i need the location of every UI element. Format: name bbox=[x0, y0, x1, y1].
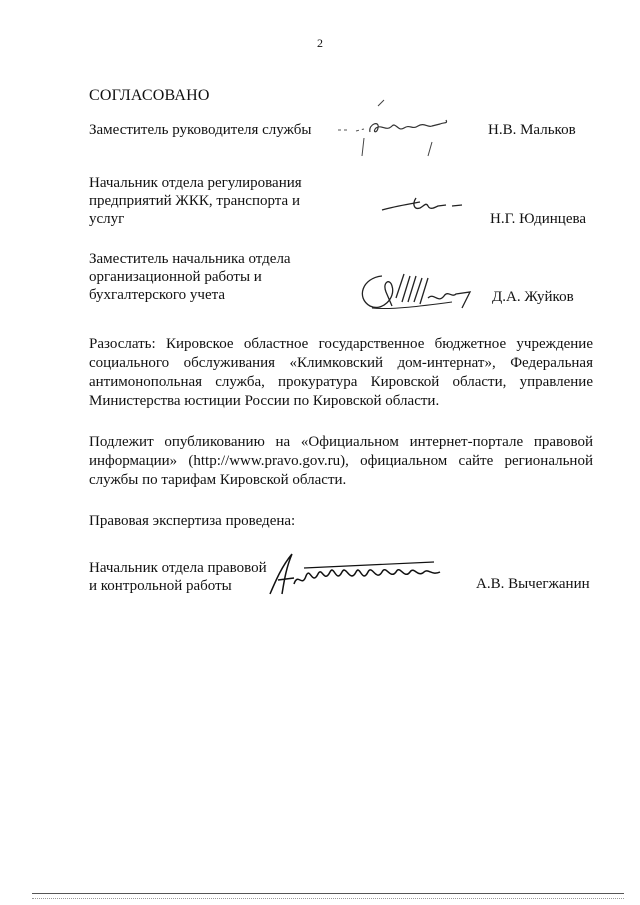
signatory-name: Н.Г. Юдинцева bbox=[490, 211, 587, 227]
signatory-title-line: Заместитель руководителя службы bbox=[89, 122, 312, 138]
signatory-title bbox=[89, 250, 329, 304]
signatory-title bbox=[89, 174, 329, 228]
publication-paragraph: Подлежит опубликованию на «Официальном интернет-портале правовой информации» (http://www.pravo.gov.ru), официальном сайте региональной службы по тарифам Кировской области. bbox=[89, 434, 593, 488]
signatory-title bbox=[89, 121, 329, 139]
signatory-title-line: услуг bbox=[89, 211, 125, 227]
signatory-name: Н.В. Мальков bbox=[488, 122, 576, 138]
signatory-title-line: организационной работы и bbox=[89, 269, 262, 285]
footer-rule bbox=[32, 898, 624, 899]
signatory-title-line: бухгалтерского учета bbox=[89, 287, 226, 303]
signature-yudintseva bbox=[376, 190, 476, 220]
signature-malkov bbox=[328, 98, 478, 168]
signatory-name: А.В. Вычегжанин bbox=[476, 576, 590, 592]
signatory-title-line: предприятий ЖКК, транспорта и bbox=[89, 193, 300, 209]
signatory-title-line: Начальник отдела регулирования bbox=[89, 175, 302, 191]
signatory-title-line: Заместитель начальника отдела bbox=[89, 251, 291, 267]
footer-rule bbox=[32, 893, 624, 894]
signatory-title-line: Начальник отдела правовой bbox=[89, 560, 267, 576]
signatory-title-line: и контрольной работы bbox=[89, 578, 232, 594]
signatory-name: Д.А. Жуйков bbox=[492, 289, 574, 305]
legal-review-note: Правовая экспертиза проведена: bbox=[89, 513, 296, 529]
signature-vychegzhanin bbox=[264, 550, 464, 600]
page-number: 2 bbox=[317, 36, 323, 50]
approved-heading: СОГЛАСОВАНО bbox=[89, 87, 210, 104]
distribution-paragraph: Разослать: Кировское областное государственное бюджетное учреждение социального обслуживания «Климковский дом-интернат», Федеральная антимонопольная служба, прокуратура Кировской области, управление Министерства юстиции России по Кировской области. bbox=[89, 336, 593, 409]
signature-zhuykov bbox=[352, 268, 492, 318]
